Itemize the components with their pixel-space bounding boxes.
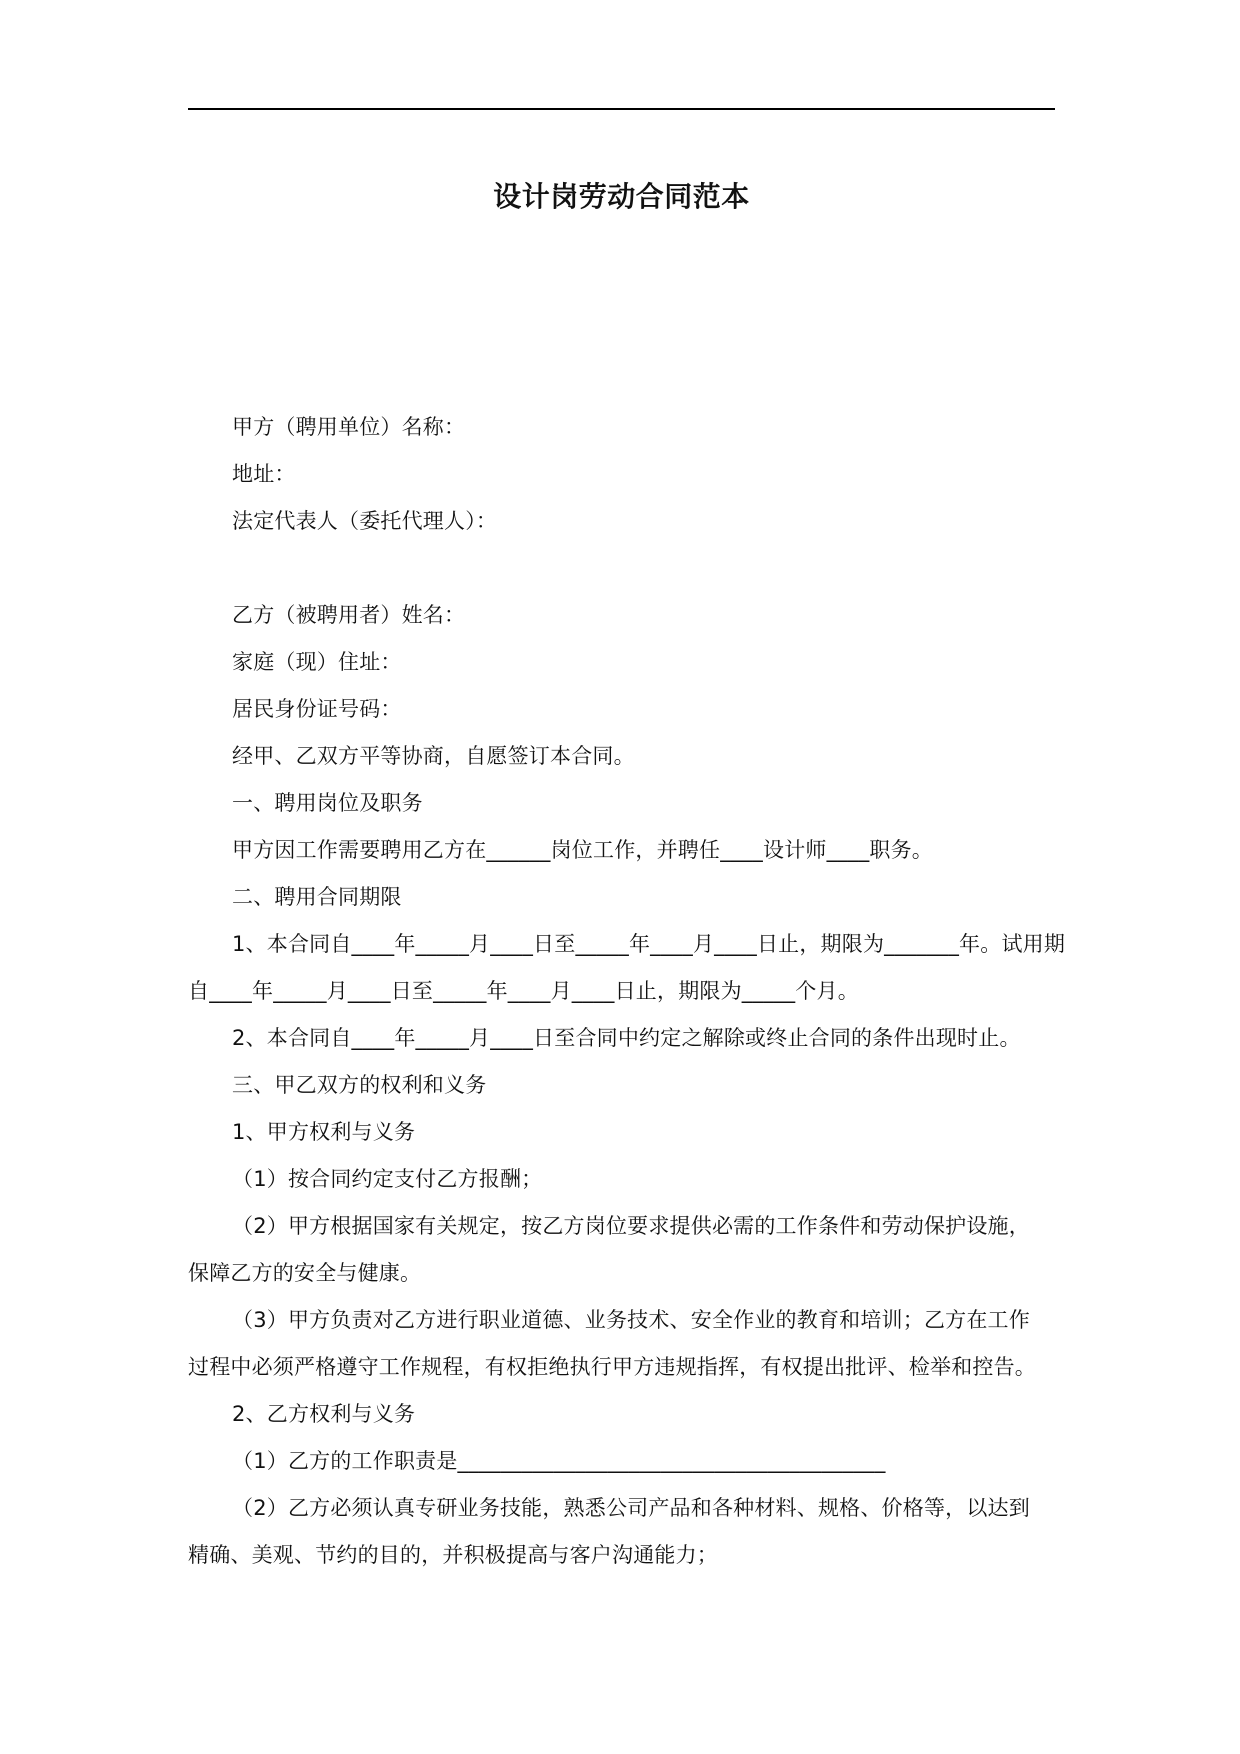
party-a-duty-3-line-1: （3）甲方负责对乙方进行职业道德、业务技术、安全作业的教育和培训；乙方在工作: [232, 1308, 1030, 1332]
preamble: 经甲、乙双方平等协商，自愿签订本合同。: [232, 744, 635, 768]
party-b-address-label: 家庭（现）住址：: [232, 650, 402, 674]
party-a-duty-3-line-2: 过程中必须严格遵守工作规程，有权拒绝执行甲方违规指挥，有权提出批评、检举和控告。: [188, 1355, 1036, 1379]
party-a-address-label: 地址：: [232, 462, 296, 486]
party-b-duty-2-line-2: 精确、美观、节约的目的，并积极提高与客户沟通能力；: [188, 1543, 718, 1567]
party-b-duties-heading: 2、乙方权利与义务: [232, 1402, 416, 1426]
section-2-item-2: 2、本合同自____年_____月____日至合同中约定之解除或终止合同的条件出现时止。: [232, 1026, 1021, 1050]
section-2-item-1-line-1: 1、本合同自____年_____月____日至_____年____月____日止，期限为_______年。试用期: [232, 932, 1066, 956]
party-b-name-label: 乙方（被聘用者）姓名：: [232, 603, 466, 627]
party-b-duty-1: （1）乙方的工作职责是________________________________________: [232, 1449, 886, 1473]
section-2-heading: 二、聘用合同期限: [232, 885, 402, 909]
section-1-text: 甲方因工作需要聘用乙方在______岗位工作，并聘任____设计师____职务。: [232, 838, 933, 862]
section-3-heading: 三、甲乙双方的权利和义务: [232, 1073, 487, 1097]
party-a-duty-2-line-2: 保障乙方的安全与健康。: [188, 1261, 422, 1285]
section-2-item-1-line-2: 自____年_____月____日至_____年____月____日止，期限为_____个月。: [188, 979, 859, 1003]
party-a-name-label: 甲方（聘用单位）名称：: [232, 415, 466, 439]
section-1-heading: 一、聘用岗位及职务: [232, 791, 423, 815]
party-a-representative-label: 法定代表人（委托代理人）：: [232, 509, 498, 533]
document-title: 设计岗劳动合同范本: [493, 180, 750, 213]
header-rule: [188, 108, 1055, 110]
party-b-id-label: 居民身份证号码：: [232, 697, 402, 721]
party-a-duties-heading: 1、甲方权利与义务: [232, 1120, 416, 1144]
party-a-duty-1: （1）按合同约定支付乙方报酬；: [232, 1167, 543, 1191]
party-a-duty-2-line-1: （2）甲方根据国家有关规定，按乙方岗位要求提供必需的工作条件和劳动保护设施，: [232, 1214, 1030, 1238]
party-b-duty-2-line-1: （2）乙方必须认真专研业务技能，熟悉公司产品和各种材料、规格、价格等，以达到: [232, 1496, 1030, 1520]
